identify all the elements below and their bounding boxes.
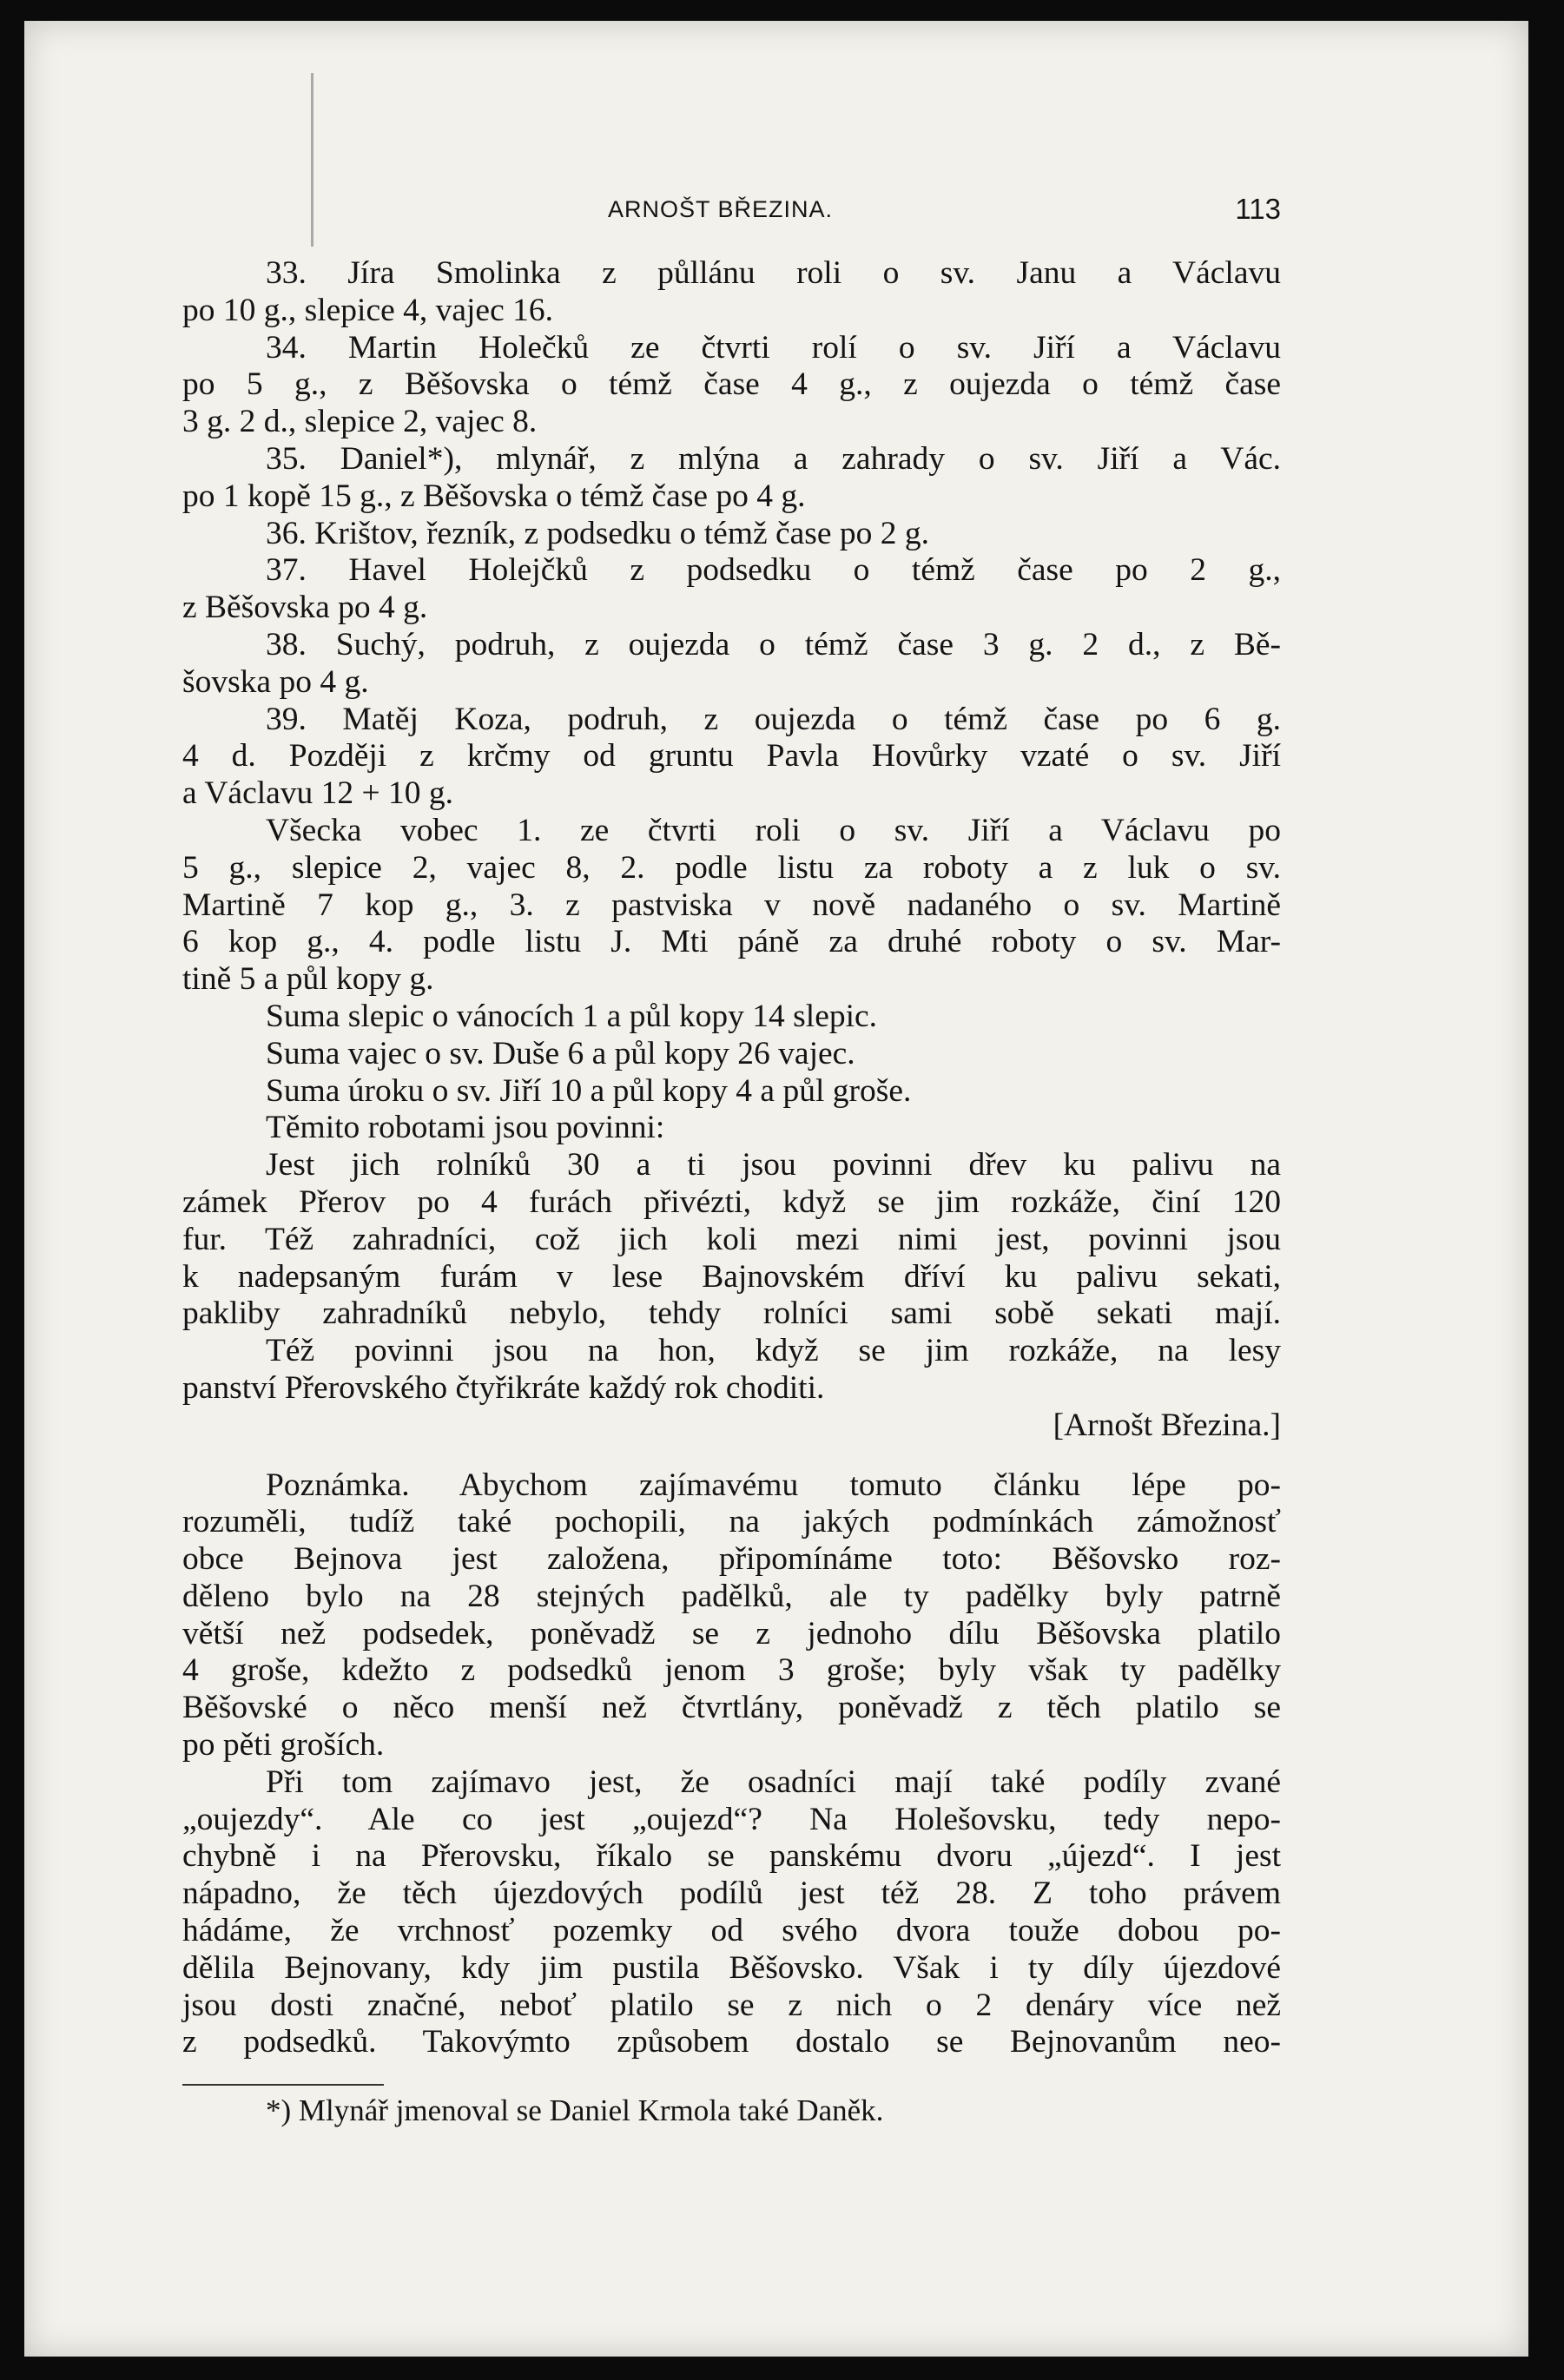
text-line: 3 g. 2 d., slepice 2, vajec 8. xyxy=(182,404,538,440)
text-line: panství Přerovského čtyřikráte každý rok choditi. xyxy=(182,1369,825,1406)
text-line: 38. Suchý, podruh, z oujezda o témž čase 3 g. 2 d., z Bě- xyxy=(266,626,1281,663)
text-line: 6 kop g., 4. podle listu J. Mti páně za druhé roboty o sv. Mar- xyxy=(182,924,1281,960)
text-line: 33. Jíra Smolinka z půllánu roli o sv. Janu a Václavu xyxy=(266,255,1281,291)
text-line: 37. Havel Holejčků z podsedku o témž čase po 2 g., xyxy=(266,552,1281,589)
page-text-block xyxy=(182,174,1281,2130)
text-line: po 1 kopě 15 g., z Běšovska o témž čase po 4 g. xyxy=(182,478,806,514)
text-line: k nadepsaným furám v lese Bajnovském dříví ku palivu sekati, xyxy=(182,1258,1281,1295)
text-line: dělila Bejnovany, kdy jim pustila Běšovsko. Však i ty díly újezdové xyxy=(182,1949,1281,1986)
text-line: obce Bejnova jest založena, připomínáme toto: Běšovsko roz- xyxy=(182,1541,1281,1578)
text-line: po 5 g., z Běšovska o témž čase 4 g., z oujezda o témž čase xyxy=(182,366,1281,403)
text-line: 5 g., slepice 2, vajec 8, 2. podle listu za roboty a z luk o sv. xyxy=(182,849,1281,886)
text-line: 39. Matěj Koza, podruh, z oujezda o témž čase po 6 g. xyxy=(266,701,1281,737)
text-line: jsou dosti značné, neboť platilo se z nich o 2 denáry více než xyxy=(182,1987,1281,2023)
text-line: Martině 7 kop g., 3. z pastviska v nově nadaného o sv. Martině xyxy=(182,887,1281,923)
text-line: hádáme, že vrchnosť pozemky od svého dvora touže dobou po- xyxy=(182,1913,1281,1949)
text-line: po pěti groších. xyxy=(182,1727,385,1764)
text-line: z podsedků. Takovýmto způsobem dostalo se Bejnovanům neo- xyxy=(182,2024,1281,2060)
text-line: Jest jich rolníků 30 a ti jsou povinni dřev ku palivu na xyxy=(266,1147,1281,1183)
text-line: Též povinni jsou na hon, když se jim rozkáže, na lesy xyxy=(266,1333,1281,1369)
running-head: ARNOŠT BŘEZINA. xyxy=(608,196,834,222)
text-line: Běšovské o něco menší než čtvrtlány, poněvadž z těch platilo se xyxy=(182,1690,1281,1726)
text-line: a Václavu 12 + 10 g. xyxy=(182,775,454,812)
text-line: fur. Též zahradníci, což jich koli mezi nimi jest, povinni jsou xyxy=(182,1221,1281,1257)
text-line: zámek Přerov po 4 furách přivézti, když se jim rozkáže, činí 120 xyxy=(182,1183,1281,1220)
footnote-divider xyxy=(182,2084,384,2086)
text-line: Suma slepic o vánocích 1 a půl kopy 14 slepic. xyxy=(266,998,878,1034)
text-line: Při tom zajímavo jest, že osadníci mají také podíly zvané xyxy=(266,1764,1281,1800)
text-line: děleno bylo na 28 stejných padělků, ale ty padělky byly patrně xyxy=(182,1578,1281,1614)
text-line: 4 groše, kdežto z podsedků jenom 3 groše; byly však ty padělky xyxy=(182,1652,1281,1689)
text-line: pakliby zahradníků nebylo, tehdy rolníci sami sobě sekati mají. xyxy=(182,1295,1281,1332)
author-signature: [Arnošt Březina.] xyxy=(1053,1407,1281,1443)
text-line: rozuměli, tudíž také pochopili, na jakých podmínkách zámožnosť xyxy=(182,1504,1281,1540)
text-line: větší než podsedek, poněvadž se z jednoho dílu Běšovska platilo xyxy=(182,1615,1281,1651)
text-line: Poznámka. Abychom zajímavému tomuto článku lépe po- xyxy=(266,1467,1281,1503)
text-line: Všecka vobec 1. ze čtvrti roli o sv. Jiří a Václavu po xyxy=(266,812,1281,848)
text-line: 4 d. Později z krčmy od gruntu Pavla Hovůrky vzaté o sv. Jiří xyxy=(182,738,1281,775)
text-line: Suma vajec o sv. Duše 6 a půl kopy 26 vajec. xyxy=(266,1035,855,1071)
text-line: 36. Krištov, řezník, z podsedku o témž čase po 2 g. xyxy=(266,515,930,551)
body-text xyxy=(182,255,1281,2061)
text-line: tině 5 a půl kopy g. xyxy=(182,961,434,998)
text-line: 34. Martin Holečků ze čtvrti rolí o sv. Jiří a Václavu xyxy=(266,329,1281,366)
footnote: *) Mlynář jmenoval se Daniel Krmola také Daněk. xyxy=(266,2093,884,2128)
text-line: nápadno, že těch újezdových podílů jest též 28. Z toho právem xyxy=(182,1876,1281,1912)
page-header xyxy=(182,174,1281,226)
page-number: 113 xyxy=(1235,193,1281,225)
text-line: chybně i na Přerovsku, říkalo se panskému dvoru „újezd“. I jest xyxy=(182,1838,1281,1875)
text-line: 35. Daniel*), mlynář, z mlýna a zahrady o sv. Jiří a Vác. xyxy=(266,440,1281,477)
text-line: „oujezdy“. Ale co jest „oujezd“? Na Holešovsku, tedy nepo- xyxy=(182,1801,1281,1837)
text-line: z Běšovska po 4 g. xyxy=(182,590,428,626)
text-line: Suma úroku o sv. Jiří 10 a půl kopy 4 a půl groše. xyxy=(266,1072,912,1109)
text-line: Těmito robotami jsou povinni: xyxy=(266,1110,665,1146)
text-line: šovska po 4 g. xyxy=(182,663,369,700)
text-line: po 10 g., slepice 4, vajec 16. xyxy=(182,292,553,328)
